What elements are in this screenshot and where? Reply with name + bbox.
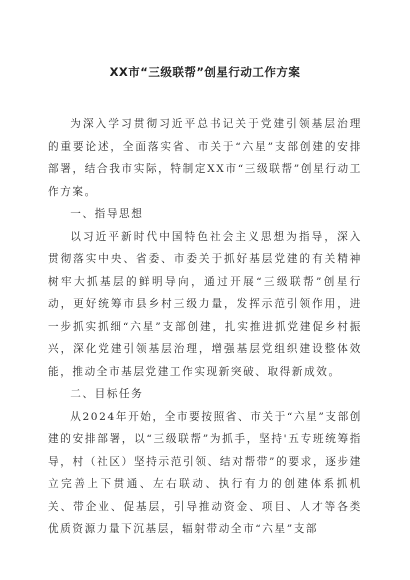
document-title: XX市“三级联帮”创星行动工作方案: [109, 65, 301, 79]
guiding-ideology-paragraph: 以习近平新时代中国特色社会主义思想为指导，深入贯彻落实中央、省委、市委关于抓好基层党建的有关精神树牢大抓基层的鲜明导向，通过开展“三级联帮”创星行动，更好统筹市县乡村三级力量，发挥示范引领作用，进一步抓实抓细“六星”支部创建，扎实推进抓党建促乡村振兴，深化党建引领基层治理，增强基层党组织建设整体效能，推动全市基层党建工作实现新突破、取得新成效。: [48, 230, 362, 378]
intro-paragraph: 为深入学习贯彻习近平总书记关于党建引领基层治理的重要论述，全面落实省、市关于“六星”支部创建的安排部署，结合我市实际，特制定XX市“三级联帮”创星行动工作方案。: [48, 118, 362, 198]
section-heading-goals-tasks: 二、目标任务: [70, 388, 144, 400]
goals-tasks-paragraph: 从2024年开始，全市要按照省、市关于“六星”支部创建的安排部署，以“三级联帮”为抓手，坚持'五专班统筹指导，村（社区）坚持示范引领、结对帮带”的要求，逐步建立完善上下贯通、左右联动、执行有力的创建体系抓机关、带企业、促基层，引导推动资金、项目、人才等各类优质资源力量下沉基层，辐射带动全市“六星”支部: [48, 410, 362, 535]
section-heading-guiding-ideology: 一、指导思想: [70, 208, 144, 220]
document-body: [48, 113, 362, 541]
